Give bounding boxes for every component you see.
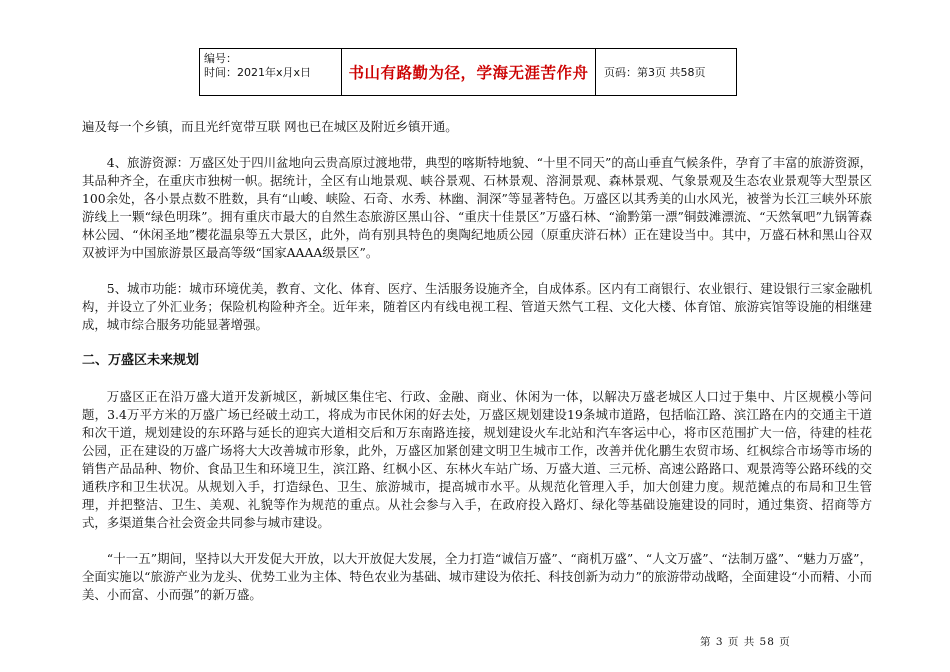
- document-body: [82, 118, 872, 604]
- page-header-table: [199, 48, 737, 96]
- header-page-info: 页码：第3页 共58页: [604, 66, 706, 79]
- header-motto: 书山有路勤为径，学海无涯苦作舟: [342, 49, 596, 95]
- document-time-label: 时间：2021年x月x日: [204, 66, 312, 79]
- header-meta-cell: [200, 49, 342, 95]
- paragraph-tourism-resources: 4、旅游资源：万盛区处于四川盆地向云贵高原过渡地带，典型的喀斯特地貌、“十里不同天”的高山垂直气候条件，孕育了丰富的旅游资源，其品种齐全，在重庆市独树一帜。据统计，全区有山地景观、峡谷景观、石林景观、溶洞景观、森林景观、气象景观及生态农业景观等大型景区100余处，各小景点数不胜数，具有“山峻、峡险、石奇、水秀、林幽、洞深”等显著特色。万盛区以其秀美的山水风光，被誉为长江三峡外环旅游线上一颗“绿色明珠”。拥有重庆市最大的自然生态旅游区黑山谷、“重庆十佳景区”万盛石林、“渝黔第一漂”铜鼓滩漂流、“天然氧吧”九锅箐森林公园、“休闲圣地”樱花温泉等五大景区，此外，尚有别具特色的奥陶纪地质公园（原重庆浒石林）正在建设当中。其中，万盛石林和黑山谷双双被评为中国旅游景区最高等级“国家AAAA级景区”。: [82, 155, 872, 260]
- document-number-label: 编号：: [204, 52, 237, 65]
- paragraph-city-functions: 5、城市功能：城市环境优美，教育、文化、体育、医疗、生活服务设施齐全，自成体系。区内有工商银行、农业银行、建设银行三家金融机构，并设立了外汇业务；保险机构险种齐全。近年来，随着区内有线电视工程、管道天然气工程、文化大楼、体育馆、旅游宾馆等设施的相继建成，城市综合服务功能显著增强。: [82, 281, 872, 332]
- section-title-future-planning: 二、万盛区未来规划: [82, 353, 200, 368]
- paragraph-eleventh-five-year: “十一五”期间，坚持以大开发促大开放，以大开放促大发展，全力打造“诚信万盛”、“商机万盛”、“人文万盛”、“法制万盛”、“魅力万盛”，全面实施以“旅游产业为龙头、优势工业为主体、特色农业为基础、城市建设为依托、科技创新为动力”的旅游带动战略，全面建设“小而精、小而美、小而富、小而强”的新万盛。: [82, 551, 872, 602]
- paragraph-continuation: 遍及每一个乡镇，而且光纤宽带互联 网也已在城区及附近乡镇开通。: [82, 119, 458, 134]
- page-footer: 第 3 页 共 58 页: [700, 636, 791, 648]
- paragraph-new-district-plan: 万盛区正在沿万盛大道开发新城区，新城区集住宅、行政、金融、商业、休闲为一体，以解决万盛老城区人口过于集中、片区规模小等问题，3.4万平方米的万盛广场已经破土动工，将成为市民休闲的好去处，万盛区规划建设19条城市道路，包括临江路、滨江路在内的交通主干道和次干道，规划建设的东环路与延长的迎宾大道相交后和万东南路连接，规划建设火车北站和汽车客运中心，将市区范围扩大一倍，待建的桂花公园，正在建设的万盛广场将大大改善城市形象，此外，万盛区加紧创建文明卫生城市工作，改善并优化鹏生农贸市场、红枫综合市场等市场的销售产品品种、物价、食品卫生和环境卫生，滨江路、红枫小区、东林火车站广场、万盛大道、三元桥、高速公路路口、观景湾等公路环线的交通秩序和卫生状况。从规划入手，打造绿色、卫生、旅游城市，提高城市水平。从规范化管理入手，加大创建力度。规范摊点的布局和卫生管理，并把整洁、卫生、美观、礼貌等作为规范的重点。从社会参与入手，在政府投入路灯、绿化等基础设施建设的同时，通过集资、招商等方式，多渠道集合社会资金共同参与城市建设。: [82, 389, 872, 530]
